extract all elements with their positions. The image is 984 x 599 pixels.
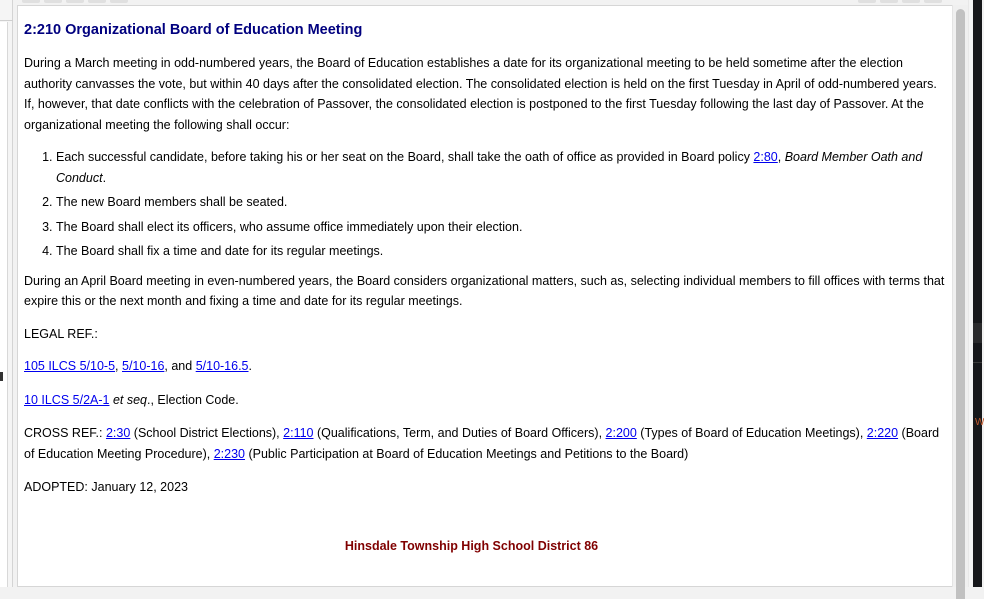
document-viewer (17, 5, 968, 587)
district-footer: Hinsdale Township High School District 86 (344, 538, 599, 553)
scrollbar-thumb[interactable] (956, 9, 965, 599)
list-item: 4. The Board shall fix a time and date for its regular meetings. (56, 241, 949, 262)
toolbar-tab[interactable] (880, 0, 898, 3)
separator: . (248, 359, 252, 373)
cross-ref-desc: (Types of Board of Education Meetings), (636, 426, 867, 440)
toolbar-tab[interactable] (22, 0, 40, 3)
vertical-scrollbar[interactable] (952, 5, 968, 587)
left-panel-marker (0, 372, 3, 381)
policy-title: Board Member Oath and Conduct (56, 150, 923, 185)
toolbar-tab[interactable] (110, 0, 128, 3)
legal-link-5-10-16-5[interactable]: 5/10-16.5 (195, 359, 249, 373)
cross-ref-link-2-110[interactable]: 2:110 (283, 426, 314, 440)
cross-ref-link-2-220[interactable]: 2:220 (866, 426, 899, 440)
et-seq-text: et seq (112, 392, 148, 407)
list-item: 2. The new Board members shall be seated. (56, 192, 949, 213)
left-panel-divider (0, 20, 13, 21)
list-item (56, 147, 949, 188)
left-panel-inner (0, 22, 8, 587)
toolbar-tab[interactable] (924, 0, 942, 3)
intro-paragraph: During a March meeting in odd-numbered years, the Board of Education establishes a date for its organizational meeting to be held sometime after the election authority canvasses the vote, but within 40 days after the consolidated election. The consolidated election is held on the first Tuesday in April of odd-numbered years. If, however, that date conflicts with the celebration of Passover, the consolidated election is postponed to the first Tuesday following the last day of Passover. At the organizational meeting the following shall occur: (24, 56, 937, 132)
cross-ref-desc: (Qualifications, Term, and Duties of Board Officers), (313, 426, 606, 440)
list-item-text: . (102, 170, 107, 185)
separator: , (115, 359, 122, 373)
policy-link-2-80[interactable]: 2:80 (753, 150, 778, 164)
legal-ref-line-1 (24, 356, 949, 377)
adopted-date: ADOPTED: January 12, 2023 (24, 480, 188, 494)
legal-ref-label: LEGAL REF.: (24, 326, 98, 341)
meeting-steps-list (24, 147, 949, 262)
right-dark-panel (973, 0, 982, 587)
cross-ref-link-2-200[interactable]: 2:200 (605, 426, 637, 440)
list-item: 3. The Board shall elect its officers, who assume office immediately upon their election. (56, 217, 949, 238)
window-gutter (968, 0, 972, 587)
cross-ref-desc: (School District Elections), (130, 426, 284, 440)
cross-ref-link-2-230[interactable]: 2:230 (213, 446, 245, 461)
left-side-panel (0, 0, 13, 587)
page-title: 2:210 Organizational Board of Education Meeting (24, 22, 363, 38)
list-item-text: Each successful candidate, before taking his or her seat on the Board, shall take the oath of office as provided in Board policy (56, 150, 754, 164)
dark-panel-divider (973, 362, 982, 363)
legal-ref-line-2 (24, 390, 949, 411)
dark-panel-glyph: W (975, 417, 984, 428)
top-toolbar-edge (18, 0, 954, 4)
cross-ref-label: CROSS REF.: (24, 426, 106, 440)
april-paragraph: During an April Board meeting in even-numbered years, the Board considers organizational matters, such as, selecting individual members to fill offices with terms that expire this or the next month and fixing a time and date for its regular meetings. (24, 273, 945, 308)
toolbar-tab[interactable] (66, 0, 84, 3)
toolbar-tab[interactable] (44, 0, 62, 3)
toolbar-tab[interactable] (858, 0, 876, 3)
dark-panel-segment (973, 323, 982, 343)
document-content (24, 6, 949, 556)
cross-ref-desc: (Public Participation at Board of Education Meetings and Petitions to the Board) (244, 446, 689, 461)
legal-link-5-10-16[interactable]: 5/10-16 (122, 359, 165, 373)
legal-link-10-ilcs-5-2a-1[interactable]: 10 ILCS 5/2A-1 (24, 392, 110, 407)
cross-ref (24, 423, 949, 464)
toolbar-tab[interactable] (902, 0, 920, 3)
toolbar-tab[interactable] (88, 0, 106, 3)
cross-ref-link-2-30[interactable]: 2:30 (105, 426, 131, 440)
separator: , and (164, 359, 196, 373)
election-code-text: ., Election Code. (147, 392, 239, 407)
list-item-text: , (777, 150, 785, 164)
cross-ref-desc: (Board of Education Meeting Procedure), (24, 426, 940, 461)
legal-link-105-ilcs-5-10-5[interactable]: 105 ILCS 5/10-5 (24, 359, 116, 373)
